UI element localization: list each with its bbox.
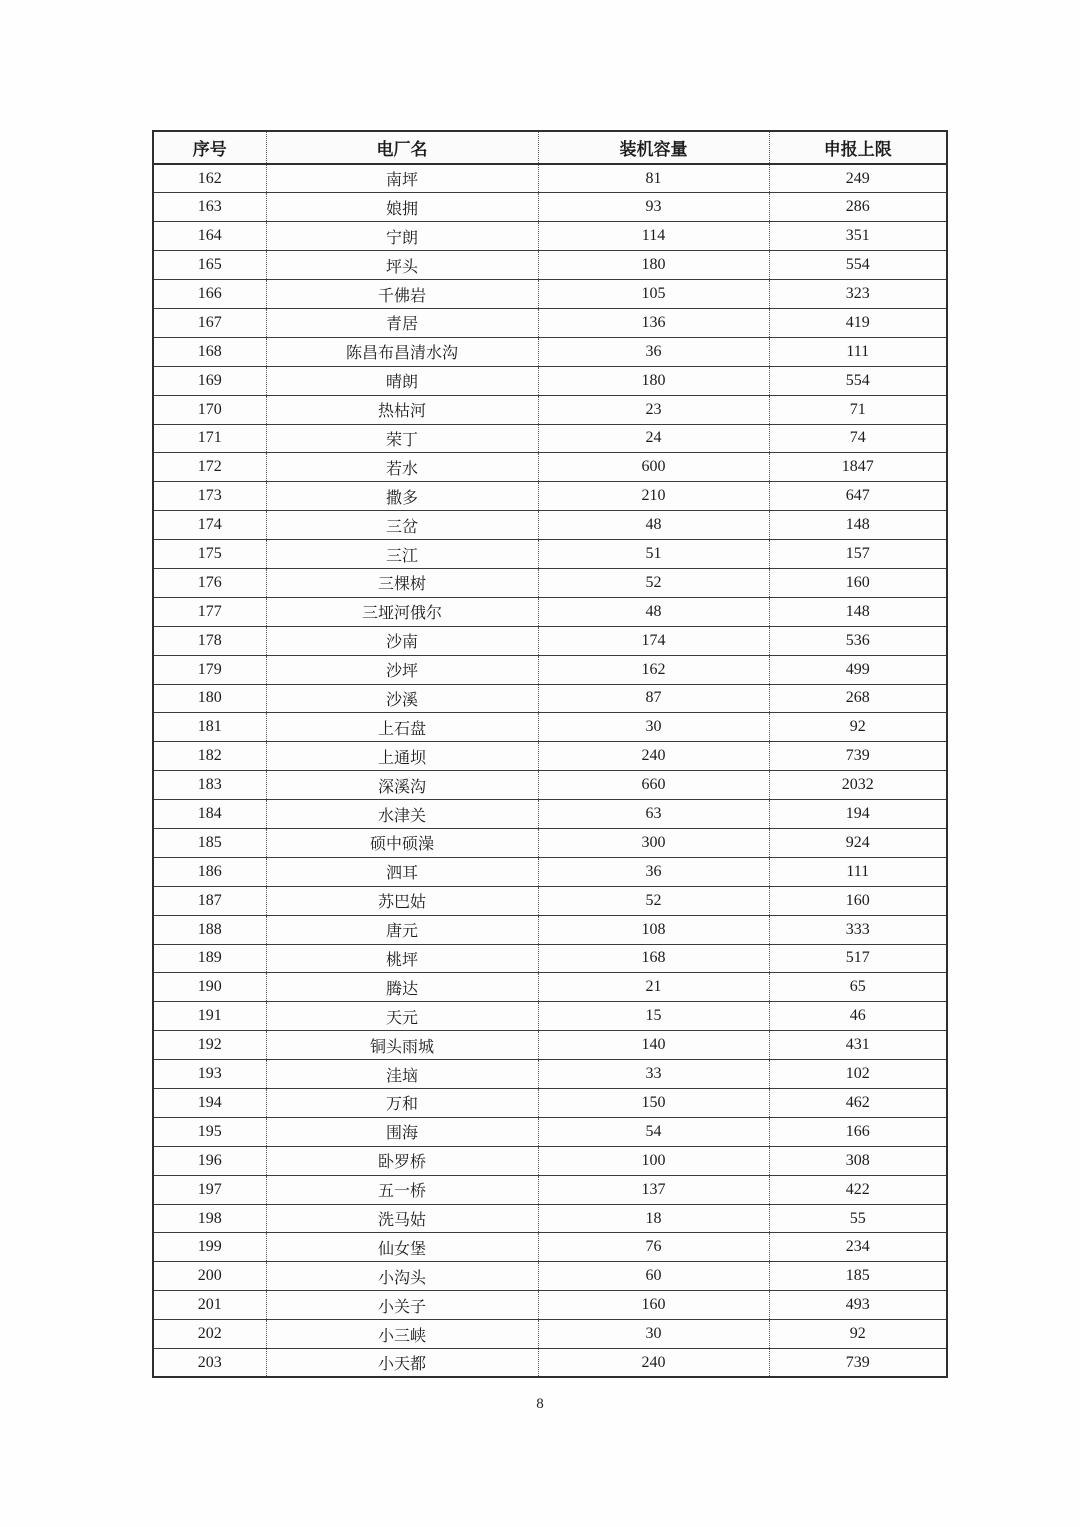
cell-capacity: 18 [538, 1204, 769, 1233]
cell-seq: 187 [153, 886, 266, 915]
cell-seq: 183 [153, 771, 266, 800]
table-row [153, 337, 947, 366]
cell-capacity: 36 [538, 857, 769, 886]
cell-limit: 431 [769, 1031, 947, 1060]
cell-seq: 198 [153, 1204, 266, 1233]
cell-limit: 71 [769, 395, 947, 424]
cell-limit: 323 [769, 280, 947, 309]
cell-limit: 1847 [769, 453, 947, 482]
cell-capacity: 52 [538, 568, 769, 597]
cell-capacity: 108 [538, 915, 769, 944]
table-row [153, 771, 947, 800]
table-row [153, 1262, 947, 1291]
cell-plant-name: 陈昌布昌清水沟 [266, 337, 538, 366]
table-row [153, 1291, 947, 1320]
cell-limit: 351 [769, 222, 947, 251]
table-row [153, 193, 947, 222]
cell-limit: 111 [769, 857, 947, 886]
cell-plant-name: 荣丁 [266, 424, 538, 453]
table-row [153, 800, 947, 829]
cell-capacity: 48 [538, 511, 769, 540]
table-row [153, 251, 947, 280]
cell-plant-name: 坪头 [266, 251, 538, 280]
cell-limit: 194 [769, 800, 947, 829]
cell-plant-name: 五一桥 [266, 1175, 538, 1204]
table-row [153, 424, 947, 453]
cell-seq: 172 [153, 453, 266, 482]
cell-plant-name: 泗耳 [266, 857, 538, 886]
cell-capacity: 54 [538, 1117, 769, 1146]
cell-limit: 166 [769, 1117, 947, 1146]
cell-seq: 179 [153, 655, 266, 684]
column-header-seq: 序号 [153, 131, 266, 164]
cell-plant-name: 千佛岩 [266, 280, 538, 309]
cell-limit: 308 [769, 1146, 947, 1175]
cell-seq: 174 [153, 511, 266, 540]
cell-plant-name: 万和 [266, 1089, 538, 1118]
cell-capacity: 210 [538, 482, 769, 511]
cell-capacity: 30 [538, 713, 769, 742]
cell-seq: 185 [153, 828, 266, 857]
cell-capacity: 180 [538, 366, 769, 395]
cell-plant-name: 硕中硕澡 [266, 828, 538, 857]
cell-plant-name: 铜头雨城 [266, 1031, 538, 1060]
cell-limit: 268 [769, 684, 947, 713]
cell-limit: 148 [769, 511, 947, 540]
cell-limit: 234 [769, 1233, 947, 1262]
cell-limit: 160 [769, 886, 947, 915]
cell-seq: 182 [153, 742, 266, 771]
table-row [153, 366, 947, 395]
cell-limit: 92 [769, 1320, 947, 1349]
table-row [153, 944, 947, 973]
cell-seq: 201 [153, 1291, 266, 1320]
cell-capacity: 24 [538, 424, 769, 453]
cell-capacity: 30 [538, 1320, 769, 1349]
table-row [153, 453, 947, 482]
cell-capacity: 240 [538, 1349, 769, 1378]
cell-seq: 169 [153, 366, 266, 395]
cell-limit: 249 [769, 164, 947, 193]
table-row [153, 597, 947, 626]
cell-plant-name: 上通坝 [266, 742, 538, 771]
cell-limit: 422 [769, 1175, 947, 1204]
cell-capacity: 93 [538, 193, 769, 222]
cell-seq: 196 [153, 1146, 266, 1175]
cell-plant-name: 上石盘 [266, 713, 538, 742]
table-body [153, 164, 947, 1377]
cell-plant-name: 唐元 [266, 915, 538, 944]
cell-limit: 647 [769, 482, 947, 511]
cell-plant-name: 洼垴 [266, 1060, 538, 1089]
table-row [153, 973, 947, 1002]
cell-plant-name: 小沟头 [266, 1262, 538, 1291]
table-row [153, 308, 947, 337]
cell-seq: 180 [153, 684, 266, 713]
cell-limit: 74 [769, 424, 947, 453]
cell-plant-name: 深溪沟 [266, 771, 538, 800]
cell-limit: 148 [769, 597, 947, 626]
power-plant-table [152, 130, 948, 1378]
cell-capacity: 162 [538, 655, 769, 684]
cell-limit: 499 [769, 655, 947, 684]
table-row [153, 742, 947, 771]
cell-capacity: 174 [538, 626, 769, 655]
table-row [153, 1204, 947, 1233]
table-row [153, 1060, 947, 1089]
cell-plant-name: 沙坪 [266, 655, 538, 684]
cell-seq: 189 [153, 944, 266, 973]
cell-capacity: 114 [538, 222, 769, 251]
cell-seq: 192 [153, 1031, 266, 1060]
cell-limit: 157 [769, 540, 947, 569]
cell-plant-name: 南坪 [266, 164, 538, 193]
cell-limit: 65 [769, 973, 947, 1002]
cell-capacity: 105 [538, 280, 769, 309]
cell-seq: 200 [153, 1262, 266, 1291]
cell-limit: 55 [769, 1204, 947, 1233]
cell-seq: 165 [153, 251, 266, 280]
column-header-limit: 申报上限 [769, 131, 947, 164]
column-header-capacity: 装机容量 [538, 131, 769, 164]
cell-limit: 102 [769, 1060, 947, 1089]
cell-capacity: 136 [538, 308, 769, 337]
cell-limit: 2032 [769, 771, 947, 800]
table-row [153, 511, 947, 540]
cell-seq: 177 [153, 597, 266, 626]
cell-capacity: 63 [538, 800, 769, 829]
cell-plant-name: 三棵树 [266, 568, 538, 597]
cell-plant-name: 小关子 [266, 1291, 538, 1320]
cell-plant-name: 三江 [266, 540, 538, 569]
cell-plant-name: 洗马姑 [266, 1204, 538, 1233]
cell-plant-name: 三垭河俄尔 [266, 597, 538, 626]
cell-capacity: 168 [538, 944, 769, 973]
cell-capacity: 140 [538, 1031, 769, 1060]
cell-capacity: 150 [538, 1089, 769, 1118]
table-row [153, 857, 947, 886]
cell-limit: 493 [769, 1291, 947, 1320]
cell-seq: 190 [153, 973, 266, 1002]
cell-limit: 111 [769, 337, 947, 366]
cell-capacity: 81 [538, 164, 769, 193]
cell-capacity: 52 [538, 886, 769, 915]
header-row [153, 131, 947, 164]
cell-plant-name: 娘拥 [266, 193, 538, 222]
cell-plant-name: 热枯河 [266, 395, 538, 424]
cell-capacity: 100 [538, 1146, 769, 1175]
cell-capacity: 51 [538, 540, 769, 569]
cell-capacity: 160 [538, 1291, 769, 1320]
cell-plant-name: 宁朗 [266, 222, 538, 251]
cell-capacity: 87 [538, 684, 769, 713]
cell-limit: 185 [769, 1262, 947, 1291]
cell-plant-name: 青居 [266, 308, 538, 337]
cell-capacity: 240 [538, 742, 769, 771]
cell-capacity: 33 [538, 1060, 769, 1089]
table-row [153, 915, 947, 944]
cell-plant-name: 晴朗 [266, 366, 538, 395]
cell-plant-name: 水津关 [266, 800, 538, 829]
page-number: 8 [536, 1396, 544, 1412]
column-header-plant-name: 电厂名 [266, 131, 538, 164]
cell-limit: 554 [769, 251, 947, 280]
cell-limit: 419 [769, 308, 947, 337]
cell-limit: 554 [769, 366, 947, 395]
cell-limit: 46 [769, 1002, 947, 1031]
cell-seq: 162 [153, 164, 266, 193]
table-row [153, 684, 947, 713]
cell-seq: 167 [153, 308, 266, 337]
cell-plant-name: 仙女堡 [266, 1233, 538, 1262]
table-row [153, 1349, 947, 1378]
cell-plant-name: 沙溪 [266, 684, 538, 713]
cell-limit: 92 [769, 713, 947, 742]
cell-seq: 171 [153, 424, 266, 453]
cell-seq: 178 [153, 626, 266, 655]
cell-limit: 536 [769, 626, 947, 655]
cell-plant-name: 三岔 [266, 511, 538, 540]
cell-seq: 197 [153, 1175, 266, 1204]
table-header [153, 131, 947, 164]
table-row [153, 713, 947, 742]
cell-seq: 195 [153, 1117, 266, 1146]
cell-capacity: 15 [538, 1002, 769, 1031]
table-row [153, 482, 947, 511]
table-row [153, 1089, 947, 1118]
cell-plant-name: 小天都 [266, 1349, 538, 1378]
cell-seq: 191 [153, 1002, 266, 1031]
table-row [153, 886, 947, 915]
cell-seq: 175 [153, 540, 266, 569]
cell-seq: 188 [153, 915, 266, 944]
cell-seq: 184 [153, 800, 266, 829]
cell-seq: 199 [153, 1233, 266, 1262]
cell-capacity: 21 [538, 973, 769, 1002]
cell-limit: 739 [769, 1349, 947, 1378]
table-row [153, 280, 947, 309]
cell-plant-name: 小三峡 [266, 1320, 538, 1349]
cell-seq: 202 [153, 1320, 266, 1349]
table-row [153, 1320, 947, 1349]
cell-capacity: 660 [538, 771, 769, 800]
cell-capacity: 36 [538, 337, 769, 366]
cell-limit: 160 [769, 568, 947, 597]
cell-plant-name: 腾达 [266, 973, 538, 1002]
cell-plant-name: 围海 [266, 1117, 538, 1146]
cell-seq: 181 [153, 713, 266, 742]
cell-capacity: 23 [538, 395, 769, 424]
cell-seq: 163 [153, 193, 266, 222]
table-row [153, 1146, 947, 1175]
table-row [153, 568, 947, 597]
cell-seq: 176 [153, 568, 266, 597]
cell-capacity: 180 [538, 251, 769, 280]
table-row [153, 540, 947, 569]
cell-plant-name: 天元 [266, 1002, 538, 1031]
cell-limit: 739 [769, 742, 947, 771]
cell-seq: 186 [153, 857, 266, 886]
cell-limit: 286 [769, 193, 947, 222]
table-row [153, 164, 947, 193]
cell-plant-name: 若水 [266, 453, 538, 482]
cell-capacity: 76 [538, 1233, 769, 1262]
table-row [153, 626, 947, 655]
cell-seq: 203 [153, 1349, 266, 1378]
cell-plant-name: 撒多 [266, 482, 538, 511]
cell-seq: 168 [153, 337, 266, 366]
cell-plant-name: 沙南 [266, 626, 538, 655]
cell-seq: 173 [153, 482, 266, 511]
cell-capacity: 60 [538, 1262, 769, 1291]
table-row [153, 1002, 947, 1031]
table-row [153, 1031, 947, 1060]
table-row [153, 655, 947, 684]
cell-seq: 164 [153, 222, 266, 251]
table-row [153, 222, 947, 251]
cell-capacity: 600 [538, 453, 769, 482]
cell-seq: 193 [153, 1060, 266, 1089]
cell-capacity: 300 [538, 828, 769, 857]
cell-seq: 170 [153, 395, 266, 424]
cell-limit: 333 [769, 915, 947, 944]
table-row [153, 828, 947, 857]
table-row [153, 1175, 947, 1204]
cell-capacity: 137 [538, 1175, 769, 1204]
cell-limit: 517 [769, 944, 947, 973]
cell-seq: 194 [153, 1089, 266, 1118]
cell-seq: 166 [153, 280, 266, 309]
cell-plant-name: 苏巴姑 [266, 886, 538, 915]
table-row [153, 1117, 947, 1146]
cell-plant-name: 桃坪 [266, 944, 538, 973]
cell-limit: 924 [769, 828, 947, 857]
cell-limit: 462 [769, 1089, 947, 1118]
cell-plant-name: 卧罗桥 [266, 1146, 538, 1175]
table-row [153, 395, 947, 424]
cell-capacity: 48 [538, 597, 769, 626]
table-row [153, 1233, 947, 1262]
